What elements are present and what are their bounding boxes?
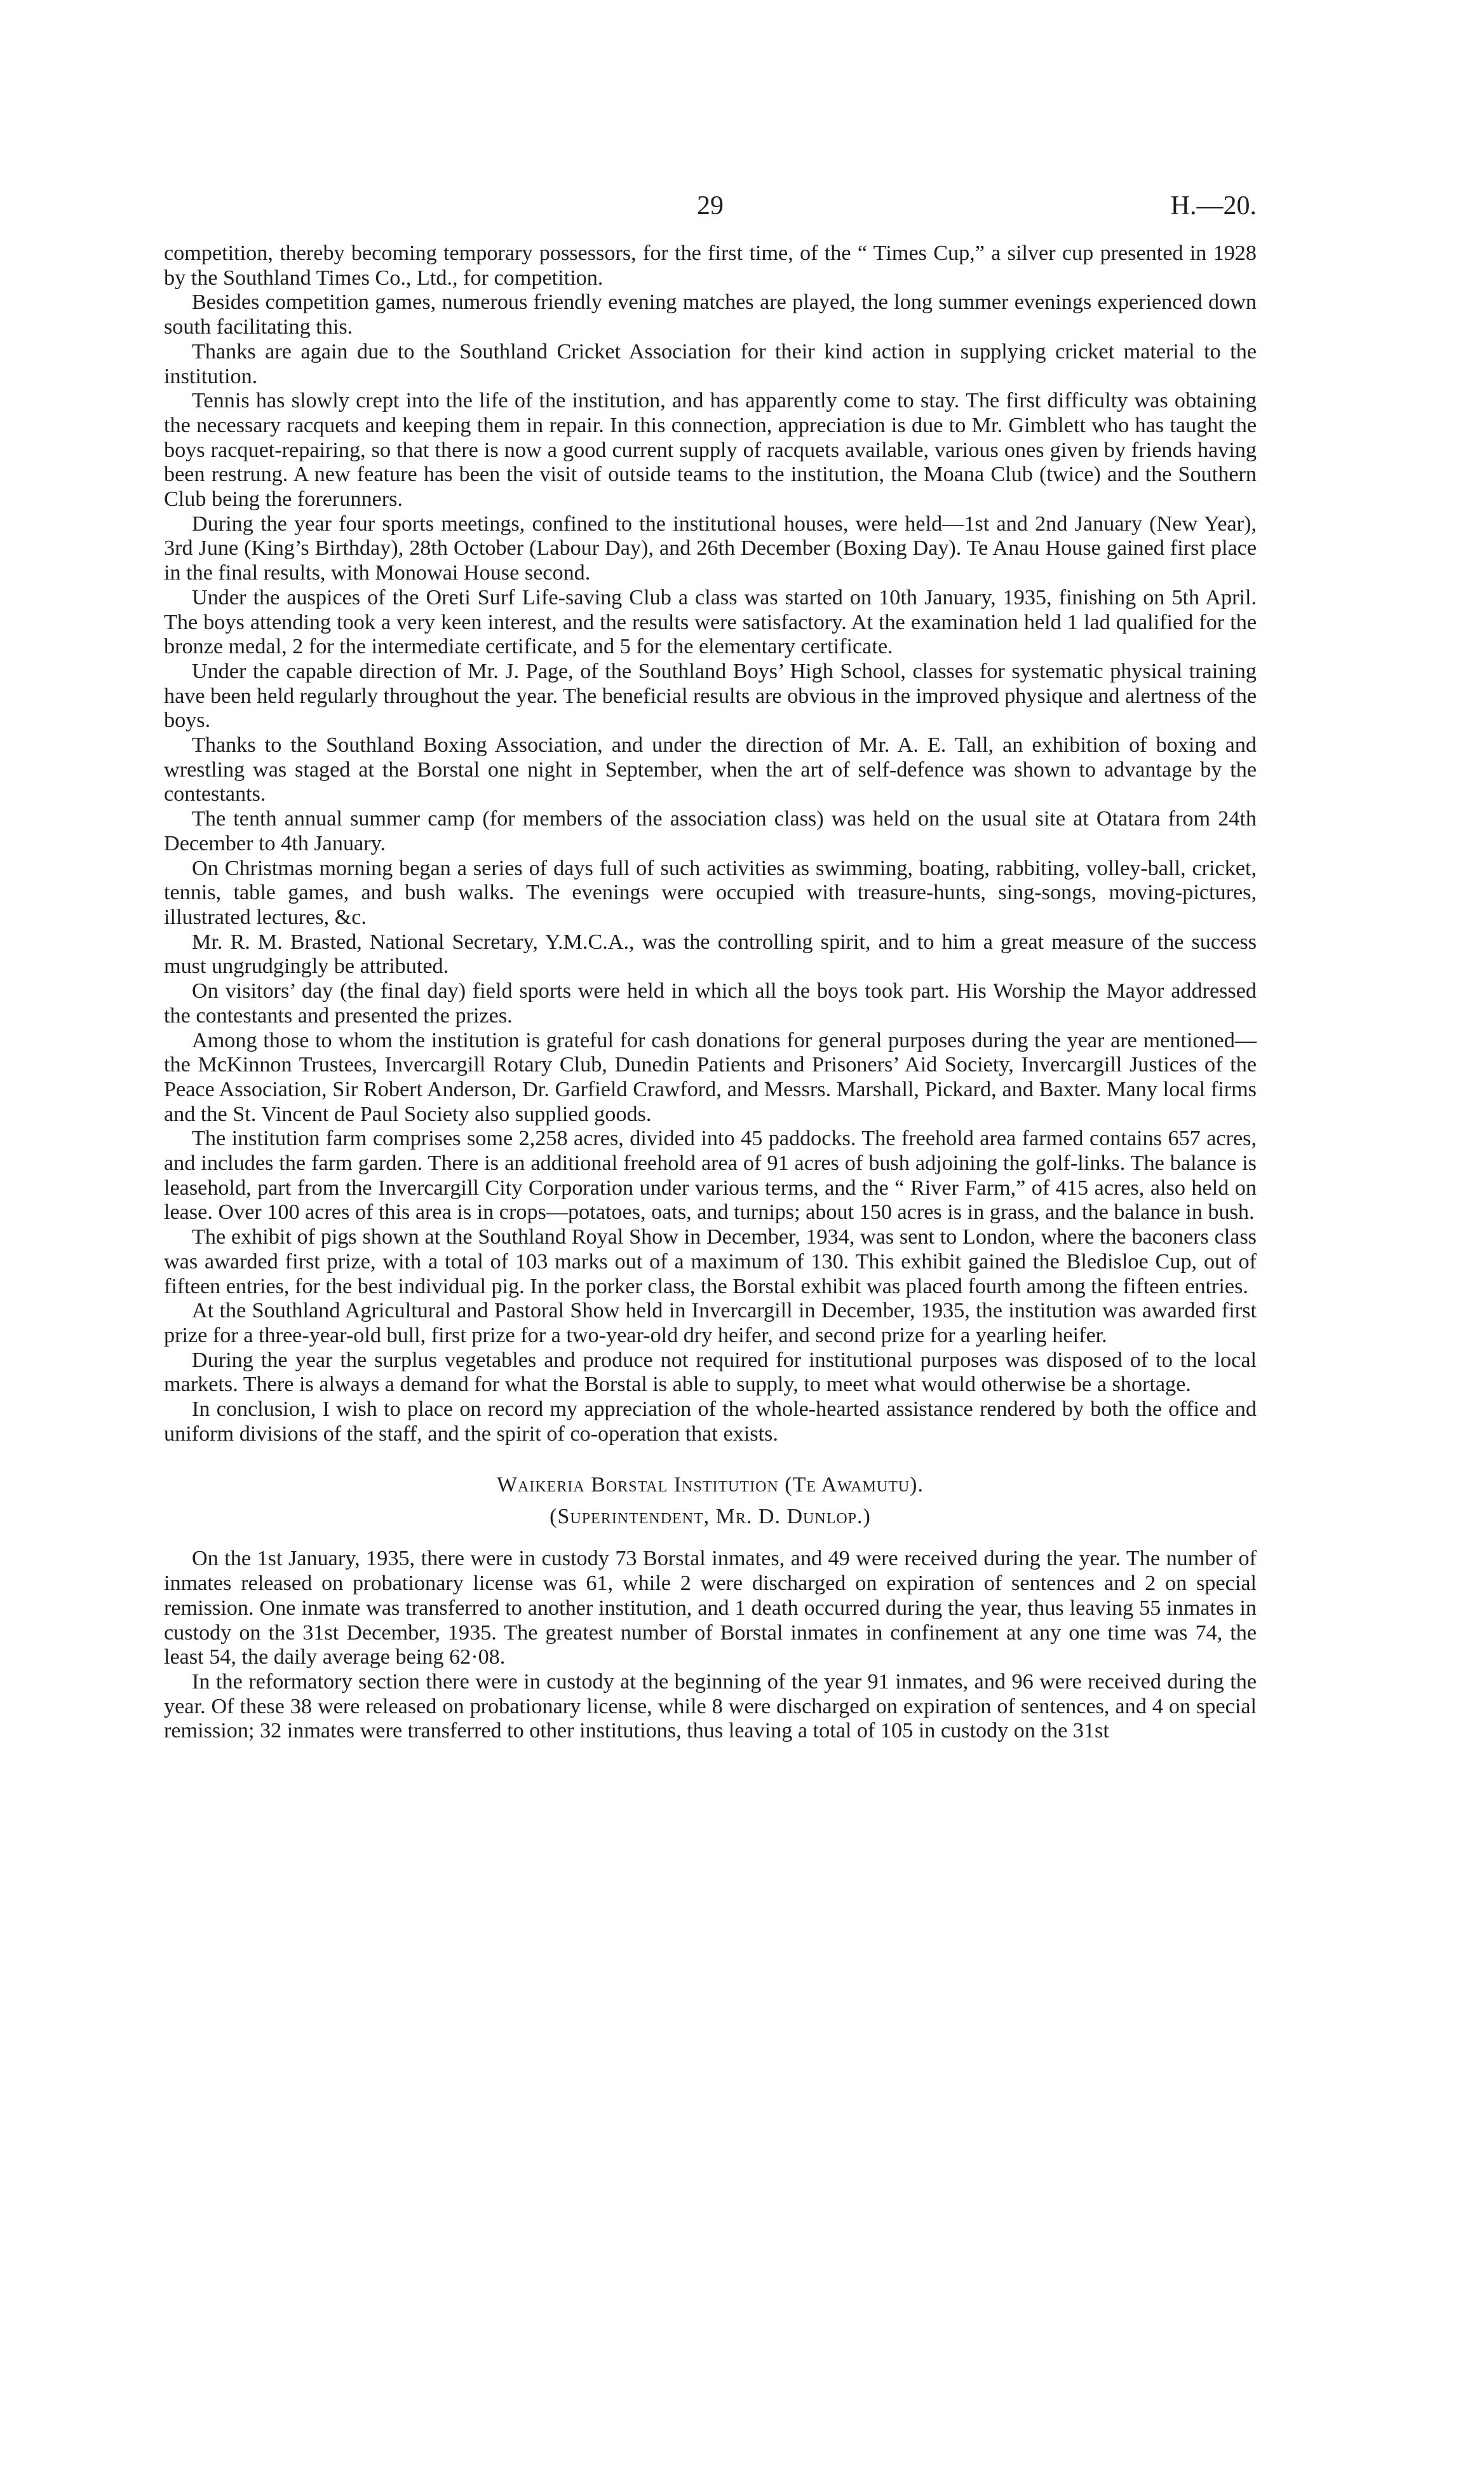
paragraph: Besides competition games, numerous friendly evening matches are played, the long summer evenings experienced down south facilitating this. <box>164 290 1257 339</box>
paragraph: competition, thereby becoming temporary possessors, for the first time, of the “ Times Cup,” a silver cup presented in 1928 by the Southland Times Co., Ltd., for competition. <box>164 241 1257 290</box>
document-page <box>164 191 1257 1744</box>
body-text-bottom <box>164 1547 1257 1744</box>
paragraph: Tennis has slowly crept into the life of the institution, and has apparently come to stay. The first difficulty was obtaining the necessary racquets and keeping them in repair. In this connection, appreciation is due to Mr. Gimblett who has taught the boys racquet-repairing, so that there is now a good current supply of racquets available, various ones given by friends having been restrung. A new feature has been the visit of outside teams to the institution, the Moana Club (twice) and the Southern Club being the forerunners. <box>164 389 1257 512</box>
paragraph: Under the auspices of the Oreti Surf Life-saving Club a class was started on 10th January, 1935, finishing on 5th April. The boys attending took a very keen interest, and the results were satisfactory. At the examination held 1 lad qualified for the bronze medal, 2 for the intermediate certificate, and 5 for the elementary certificate. <box>164 585 1257 659</box>
section-heading <box>164 1469 1257 1533</box>
paragraph: Thanks to the Southland Boxing Association, and under the direction of Mr. A. E. Tall, an exhibition of boxing and wrestling was staged at the Borstal one night in September, when the art of self-defence was shown to advantage by the contestants. <box>164 733 1257 806</box>
paragraph: The tenth annual summer camp (for members of the association class) was held on the usual site at Otatara from 24th December to 4th January. <box>164 807 1257 855</box>
paragraph: Among those to whom the institution is grateful for cash donations for general purposes during the year are mentioned—the McKinnon Trustees, Invercargill Rotary Club, Dunedin Patients and Prisoners’ Aid Society, Invercargill Justices of the Peace Association, Sir Robert Anderson, Dr. Garfield Crawford, and Messrs. Marshall, Pickard, and Baxter. Many local firms and the St. Vincent de Paul Society also supplied goods. <box>164 1028 1257 1126</box>
section-subtitle: (Superintendent, Mr. D. Dunlop.) <box>550 1505 871 1529</box>
paragraph: Under the capable direction of Mr. J. Page, of the Southland Boys’ High School, classes for systematic physical training have been held regularly throughout the year. The beneficial results are obvious in the improved physique and alertness of the boys. <box>164 659 1257 733</box>
paragraph: In the reformatory section there were in custody at the beginning of the year 91 inmates, and 96 were received during the year. Of these 38 were released on probationary license, while 8 were discharged on expiration of sentences, and 4 on special remission; 32 inmates were transferred to other institutions, thus leaving a total of 105 in custody on the 31st <box>164 1669 1257 1743</box>
paragraph: Thanks are again due to the Southland Cricket Association for their kind action in supplying cricket material to the institution. <box>164 339 1257 388</box>
paragraph: During the year the surplus vegetables and produce not required for institutional purposes was disposed of to the local markets. There is always a demand for what the Borstal is able to supply, to meet what would otherwise be a shortage. <box>164 1348 1257 1397</box>
page-number: 29 <box>697 191 724 221</box>
paragraph: At the Southland Agricultural and Pastoral Show held in Invercargill in December, 1935, the institution was awarded first prize for a three-year-old bull, first prize for a two-year-old dry heifer, and second prize for a yearling heifer. <box>164 1299 1257 1347</box>
paragraph: During the year four sports meetings, confined to the institutional houses, were held—1st and 2nd January (New Year), 3rd June (King’s Birthday), 28th October (Labour Day), and 26th December (Boxing Day). Te Anau House gained first place in the final results, with Monowai House second. <box>164 512 1257 585</box>
section-title: Waikeria Borstal Institution (Te Awamutu). <box>496 1473 924 1497</box>
paragraph: On visitors’ day (the final day) field sports were held in which all the boys took part. His Worship the Mayor addressed the contestants and presented the prizes. <box>164 979 1257 1028</box>
paragraph: In conclusion, I wish to place on record my appreciation of the whole-hearted assistance rendered by both the office and uniform divisions of the staff, and the spirit of co-operation that exists. <box>164 1397 1257 1446</box>
paragraph: Mr. R. M. Brasted, National Secretary, Y.M.C.A., was the controlling spirit, and to him a great measure of the success must ungrudgingly be attributed. <box>164 930 1257 979</box>
paragraph: On Christmas morning began a series of days full of such activities as swimming, boating, rabbiting, volley-ball, cricket, tennis, table games, and bush walks. The evenings were occupied with treasure-hunts, sing-songs, moving-pictures, illustrated lectures, &c. <box>164 856 1257 929</box>
body-text-top <box>164 241 1257 1446</box>
document-reference: H.—20. <box>1170 191 1257 221</box>
paragraph: On the 1st January, 1935, there were in custody 73 Borstal inmates, and 49 were received during the year. The number of inmates released on probationary license was 61, while 2 were discharged on expiration of sentences and 2 on special remission. One inmate was transferred to another institution, and 1 death occurred during the year, thus leaving 55 inmates in custody on the 31st December, 1935. The greatest number of Borstal inmates in confinement at any one time was 74, the least 54, the daily average being 62·08. <box>164 1547 1257 1669</box>
page-header <box>164 191 1257 241</box>
paragraph: The institution farm comprises some 2,258 acres, divided into 45 paddocks. The freehold area farmed contains 657 acres, and includes the farm garden. There is an additional freehold area of 91 acres of bush adjoining the golf-links. The balance is leasehold, part from the Invercargill City Corporation under various terms, and the “ River Farm,” of 415 acres, also held on lease. Over 100 acres of this area is in crops—potatoes, oats, and turnips; about 150 acres is in grass, and the balance in bush. <box>164 1127 1257 1225</box>
paragraph: The exhibit of pigs shown at the Southland Royal Show in December, 1934, was sent to London, where the baconers class was awarded first prize, with a total of 103 marks out of a maximum of 130. This exhibit gained the Bledisloe Cup, out of fifteen entries, for the best individual pig. In the porker class, the Borstal exhibit was placed fourth among the fifteen entries. <box>164 1225 1257 1298</box>
